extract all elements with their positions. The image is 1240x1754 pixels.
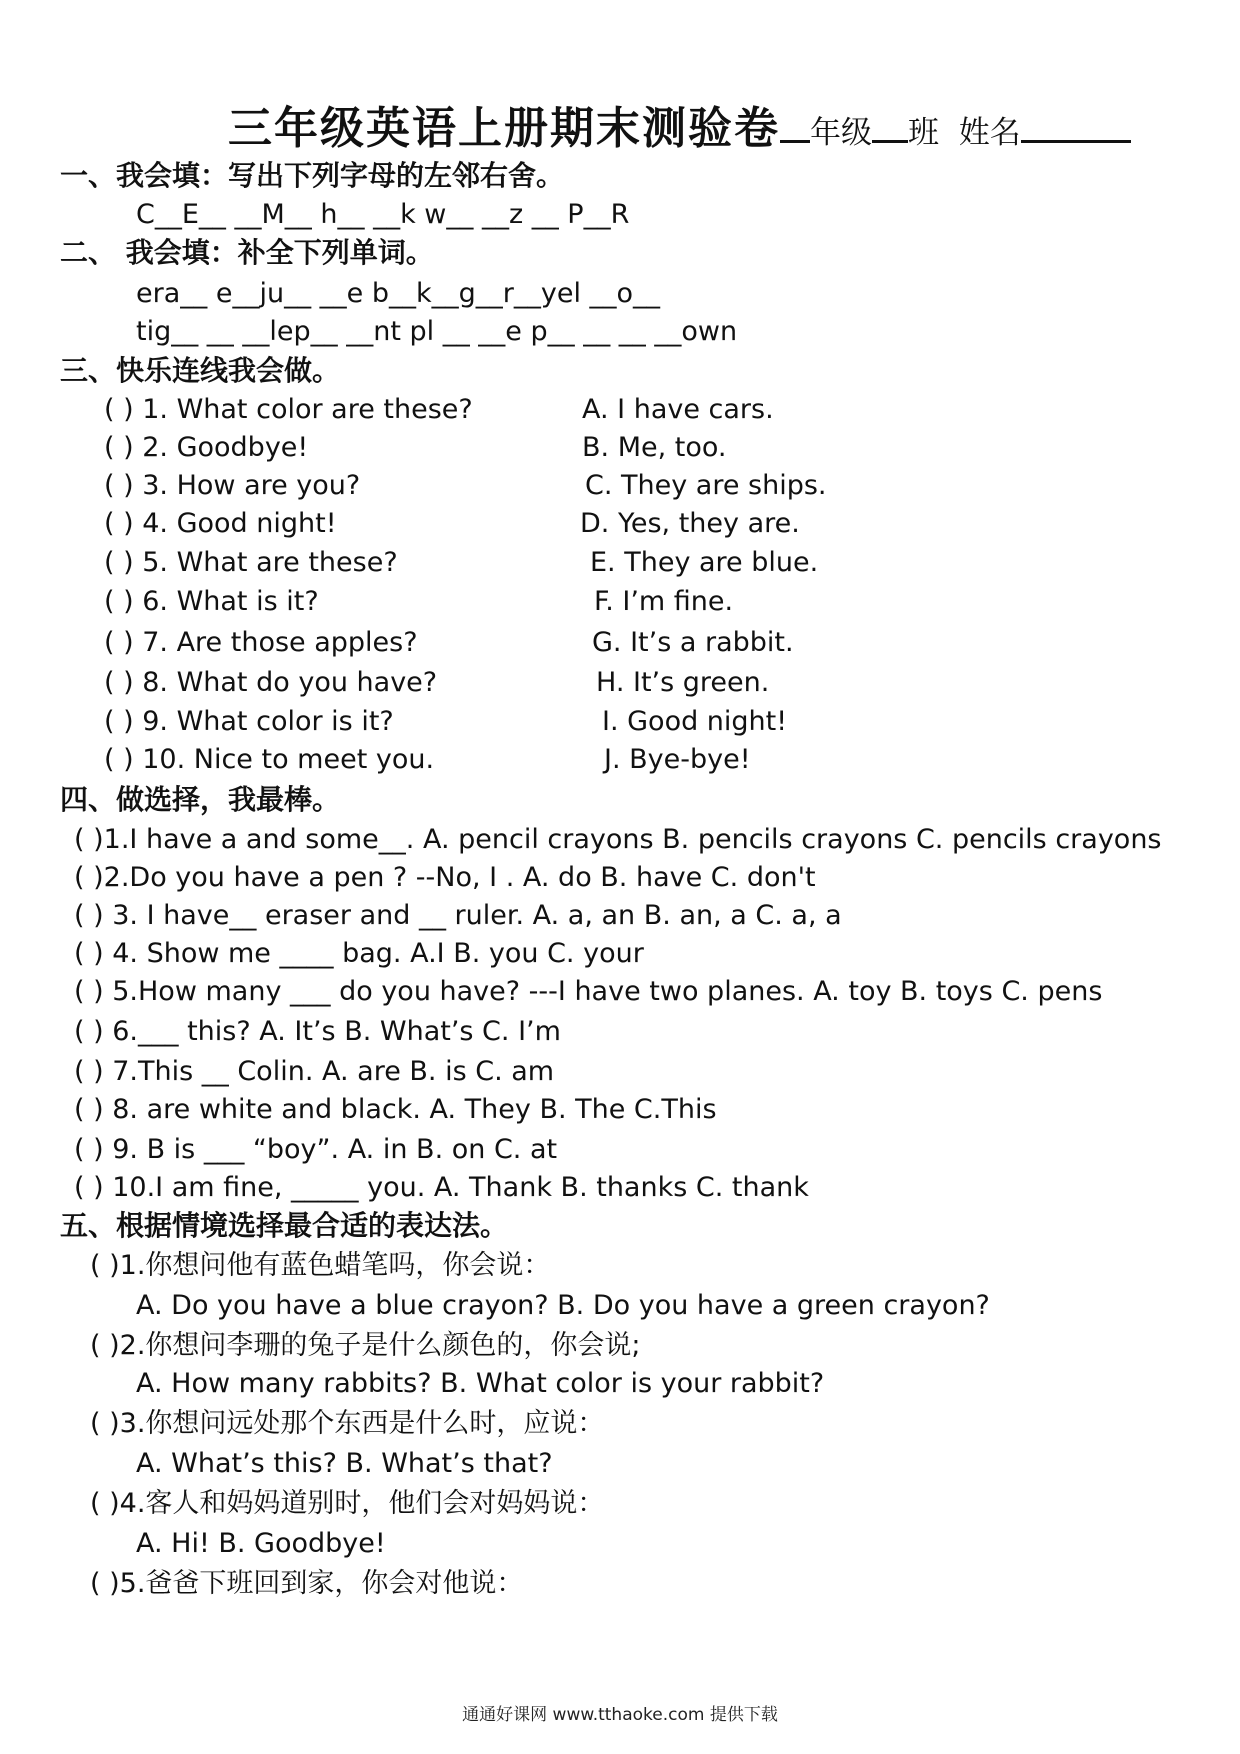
match-answer: A. I have cars. — [582, 394, 774, 425]
match-answer: J. Bye-bye! — [604, 744, 751, 775]
choice-item: ( ) 4. Show me ____ bag. A.I B. you C. your — [74, 938, 644, 969]
page-title: 三年级英语上册期末测验卷 — [228, 103, 780, 154]
situation-options: A. Do you have a blue crayon? B. Do you have a green crayon? — [136, 1290, 990, 1321]
class-label: 班 — [908, 115, 939, 151]
choice-item: ( )2.Do you have a pen ? --No, I . A. do B. have C. don't — [74, 862, 816, 893]
section1-heading: 一、我会填：写出下列字母的左邻右舍。 — [60, 159, 565, 192]
match-question: ( ) 2. Goodbye! — [104, 432, 309, 463]
match-question: ( ) 3. How are you? — [104, 470, 361, 501]
title-blank-1 — [780, 110, 810, 143]
grade-label: 年级 — [810, 115, 872, 151]
match-answer: I. Good night! — [602, 706, 788, 737]
section3-heading: 三、快乐连线我会做。 — [60, 354, 341, 387]
match-question: ( ) 10. Nice to meet you. — [104, 744, 435, 775]
match-question: ( ) 5. What are these? — [104, 547, 398, 578]
match-answer: F. I’m fine. — [594, 586, 734, 617]
match-answer: H. It’s green. — [596, 667, 770, 698]
match-answer: E. They are blue. — [590, 547, 819, 578]
section4-heading: 四、做选择，我最棒。 — [60, 783, 341, 816]
match-answer: C. They are ships. — [585, 470, 827, 501]
match-answer: B. Me, too. — [582, 432, 727, 463]
section2-line-1: era__ e__ju__ __e b__k__g__r__yel __o__ — [136, 278, 661, 309]
match-question: ( ) 4. Good night! — [104, 508, 337, 539]
section2-line-2: tig__ __ __lep__ __nt pl __ __e p__ __ __ __own — [136, 316, 738, 347]
section1-line: C__E__ __M__ h__ __k w__ __z __ P__R — [136, 199, 630, 230]
situation-question: ( )4.客人和妈妈道别时，他们会对妈妈说： — [90, 1488, 605, 1519]
choice-item: ( ) 3. I have__ eraser and __ ruler. A. a, an B. an, a C. a, a — [74, 900, 842, 931]
title-line — [228, 92, 1131, 156]
match-question: ( ) 7. Are those apples? — [104, 627, 418, 658]
situation-question: ( )1.你想问他有蓝色蜡笔吗，你会说： — [90, 1250, 551, 1281]
title-blank-2 — [872, 110, 908, 143]
situation-question: ( )2.你想问李珊的兔子是什么颜色的，你会说; — [90, 1330, 641, 1361]
choice-item: ( ) 8. are white and black. A. They B. The C.This — [74, 1094, 717, 1125]
match-question: ( ) 9. What color is it? — [104, 706, 394, 737]
match-question: ( ) 1. What color are these? — [104, 394, 473, 425]
match-question: ( ) 8. What do you have? — [104, 667, 438, 698]
choice-item: ( )1.I have a and some__. A. pencil crayons B. pencils crayons C. pencils crayons — [74, 824, 1162, 855]
section2-heading: 二、 我会填：补全下列单词。 — [60, 236, 434, 269]
choice-item: ( ) 10.I am fine, _____ you. A. Thank B. thanks C. thank — [74, 1172, 809, 1203]
situation-options: A. Hi! B. Goodbye! — [136, 1528, 386, 1559]
choice-item: ( ) 6.___ this? A. It’s B. What’s C. I’m — [74, 1016, 561, 1047]
choice-item: ( ) 9. B is ___ “boy”. A. in B. on C. at — [74, 1134, 558, 1165]
situation-options: A. What’s this? B. What’s that? — [136, 1448, 553, 1479]
match-question: ( ) 6. What is it? — [104, 586, 319, 617]
name-blank — [1021, 110, 1131, 143]
name-label: 姓名 — [958, 115, 1021, 151]
situation-options: A. How many rabbits? B. What color is your rabbit? — [136, 1368, 825, 1399]
choice-item: ( ) 7.This __ Colin. A. are B. is C. am — [74, 1056, 555, 1087]
situation-question: ( )5.爸爸下班回到家，你会对他说： — [90, 1568, 524, 1599]
page-footer: 通通好课网 www.tthaoke.com 提供下载 — [462, 1705, 778, 1725]
section5-heading: 五、根据情境选择最合适的表达法。 — [60, 1209, 509, 1242]
situation-question: ( )3.你想问远处那个东西是什么时，应说： — [90, 1408, 605, 1439]
choice-item: ( ) 5.How many ___ do you have? ---I have two planes. A. toy B. toys C. pens — [74, 976, 1103, 1007]
match-answer: D. Yes, they are. — [580, 508, 800, 539]
match-answer: G. It’s a rabbit. — [592, 627, 794, 658]
